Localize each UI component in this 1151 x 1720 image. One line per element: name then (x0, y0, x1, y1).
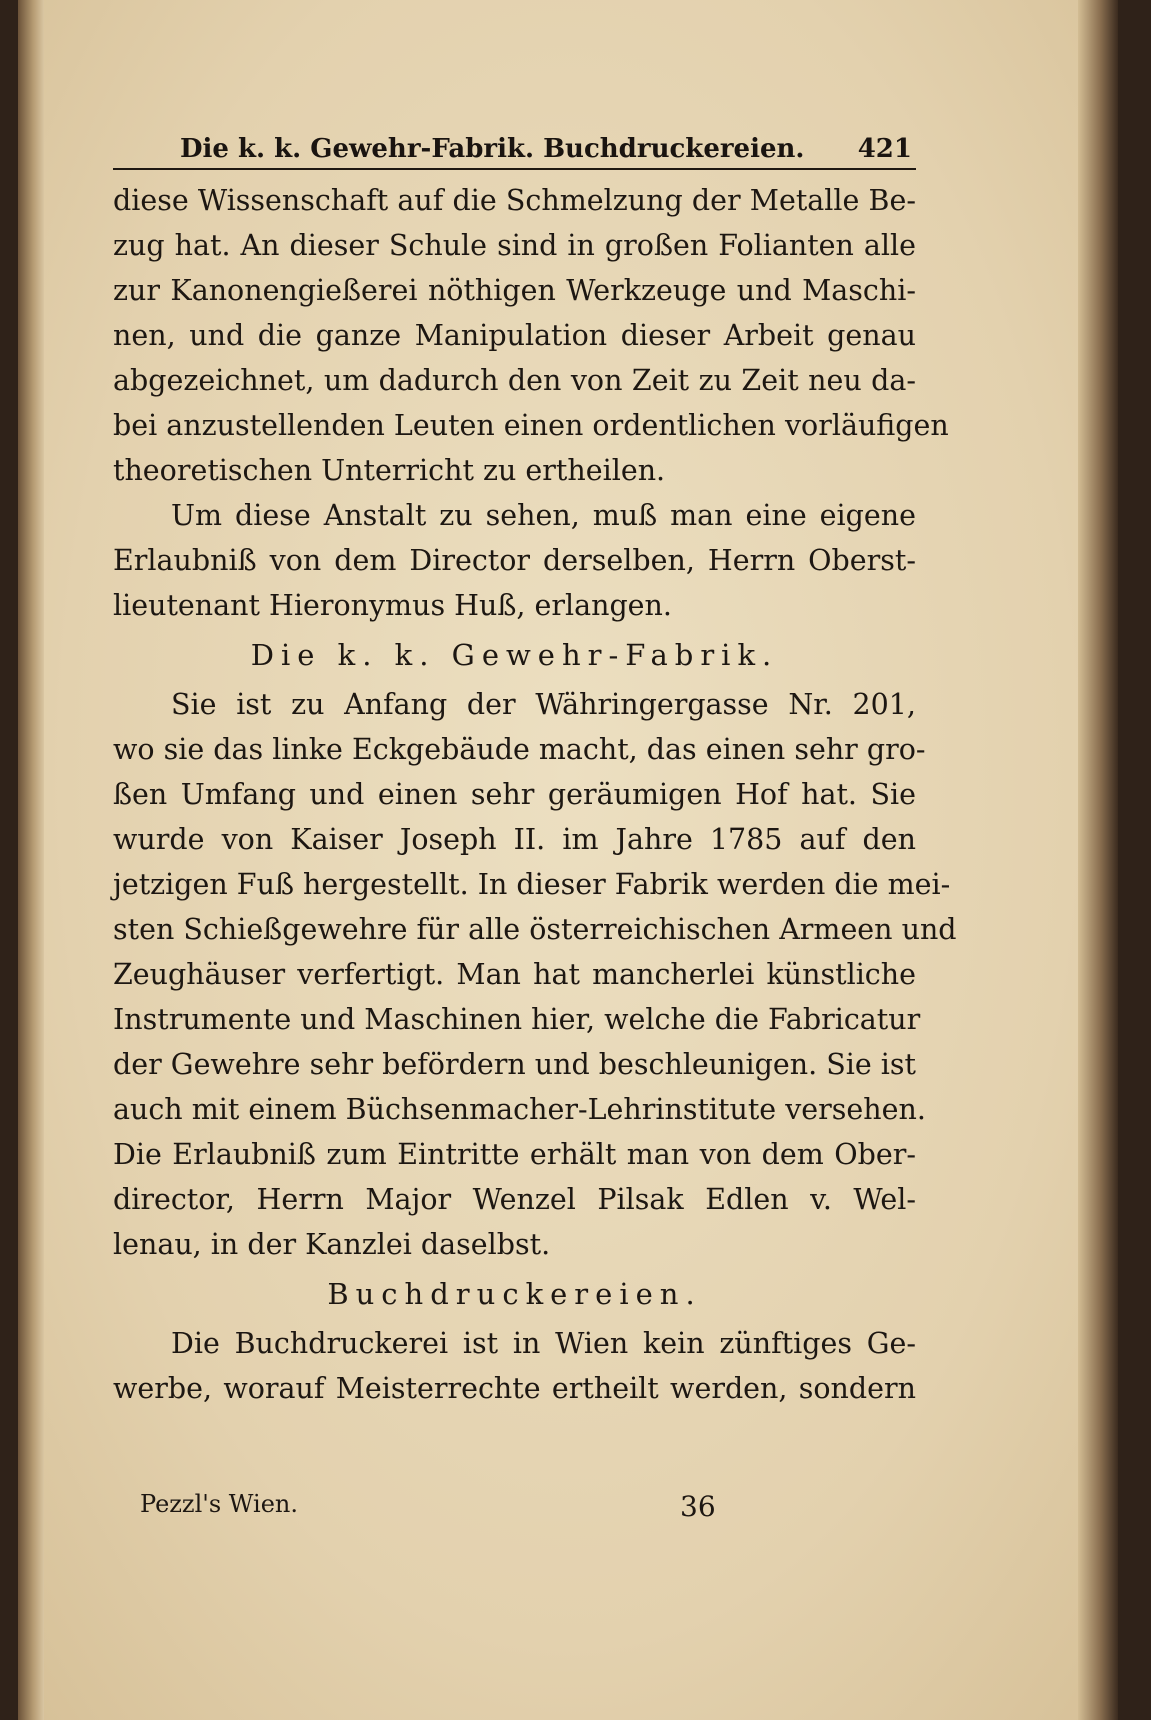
text-line: jetzigen Fuß hergestellt. In dieser Fabrik werden die mei- (113, 868, 951, 901)
text-line: lenau, in der Kanzlei daselbst. (113, 1228, 551, 1261)
text-line: bei anzustellenden Leuten einen ordentlichen vorläufigen (113, 409, 949, 442)
text-line: Erlaubniß von dem Director derselben, Herrn Oberst- (113, 544, 916, 577)
page-footer (140, 1490, 740, 1530)
text-line: director, Herrn Major Wenzel Pilsak Edlen v. Wel- (113, 1183, 916, 1216)
page-number: 421 (857, 134, 912, 164)
section-title: Buchdruckereien. (327, 1277, 702, 1311)
text-line: zur Kanonengießerei nöthigen Werkzeuge und Maschi- (113, 274, 916, 307)
text-line: nen, und die ganze Manipulation dieser Arbeit genau (113, 319, 916, 352)
text-line: lieutenant Hieronymus Huß, erlangen. (113, 589, 672, 622)
paragraph (113, 493, 916, 628)
text-line: abgezeichnet, um dadurch den von Zeit zu Zeit neu da- (113, 364, 916, 397)
text-line: wurde von Kaiser Joseph II. im Jahre 1785 auf den (113, 823, 916, 856)
section-paragraph (113, 1321, 916, 1411)
text-line: Instrumente und Maschinen hier, welche die Fabricatur (113, 1003, 921, 1036)
text-line: ßen Umfang und einen sehr geräumigen Hof hat. Sie (113, 778, 916, 811)
text-line: diese Wissenschaft auf die Schmelzung der Metalle Be- (113, 184, 916, 217)
text-line: auch mit einem Büchsenmacher-Lehrinstitute versehen. (113, 1093, 926, 1126)
page-body (113, 178, 957, 1411)
text-line: zug hat. An dieser Schule sind in großen Folianten alle (113, 229, 916, 262)
text-line: Sie ist zu Anfang der Währingergasse Nr. 201, (171, 688, 916, 721)
running-header (180, 130, 912, 164)
text-line: wo sie das linke Eckgebäude macht, das einen sehr gro- (113, 733, 926, 766)
section-title: Die k. k. Gewehr-Fabrik. (250, 638, 779, 672)
running-title: Die k. k. Gewehr-Fabrik. Buchdruckereien. (180, 134, 805, 164)
text-line: Die Buchdruckerei ist in Wien kein zünftiges Ge- (171, 1327, 916, 1360)
text-line: theoretischen Unterricht zu ertheilen. (113, 454, 666, 487)
header-rule (113, 168, 916, 170)
page-edge (1078, 0, 1118, 1720)
text-line: Zeughäuser verfertigt. Man hat mancherlei künstliche (113, 958, 916, 991)
signature-mark: Pezzl's Wien. (140, 1490, 298, 1518)
sheet-number: 36 (680, 1490, 716, 1523)
text-line: sten Schießgewehre für alle österreichischen Armeen und (113, 913, 957, 946)
section-paragraph (113, 682, 957, 1267)
text-line: Um diese Anstalt zu sehen, muß man eine eigene (171, 499, 916, 532)
text-line: der Gewehre sehr befördern und beschleunigen. Sie ist (113, 1048, 916, 1081)
text-line: Die Erlaubniß zum Eintritte erhält man von dem Ober- (113, 1138, 916, 1171)
paragraph (113, 178, 949, 493)
text-line: werbe, worauf Meisterrechte ertheilt werden, sondern (113, 1372, 916, 1405)
page-gutter (18, 0, 44, 1720)
